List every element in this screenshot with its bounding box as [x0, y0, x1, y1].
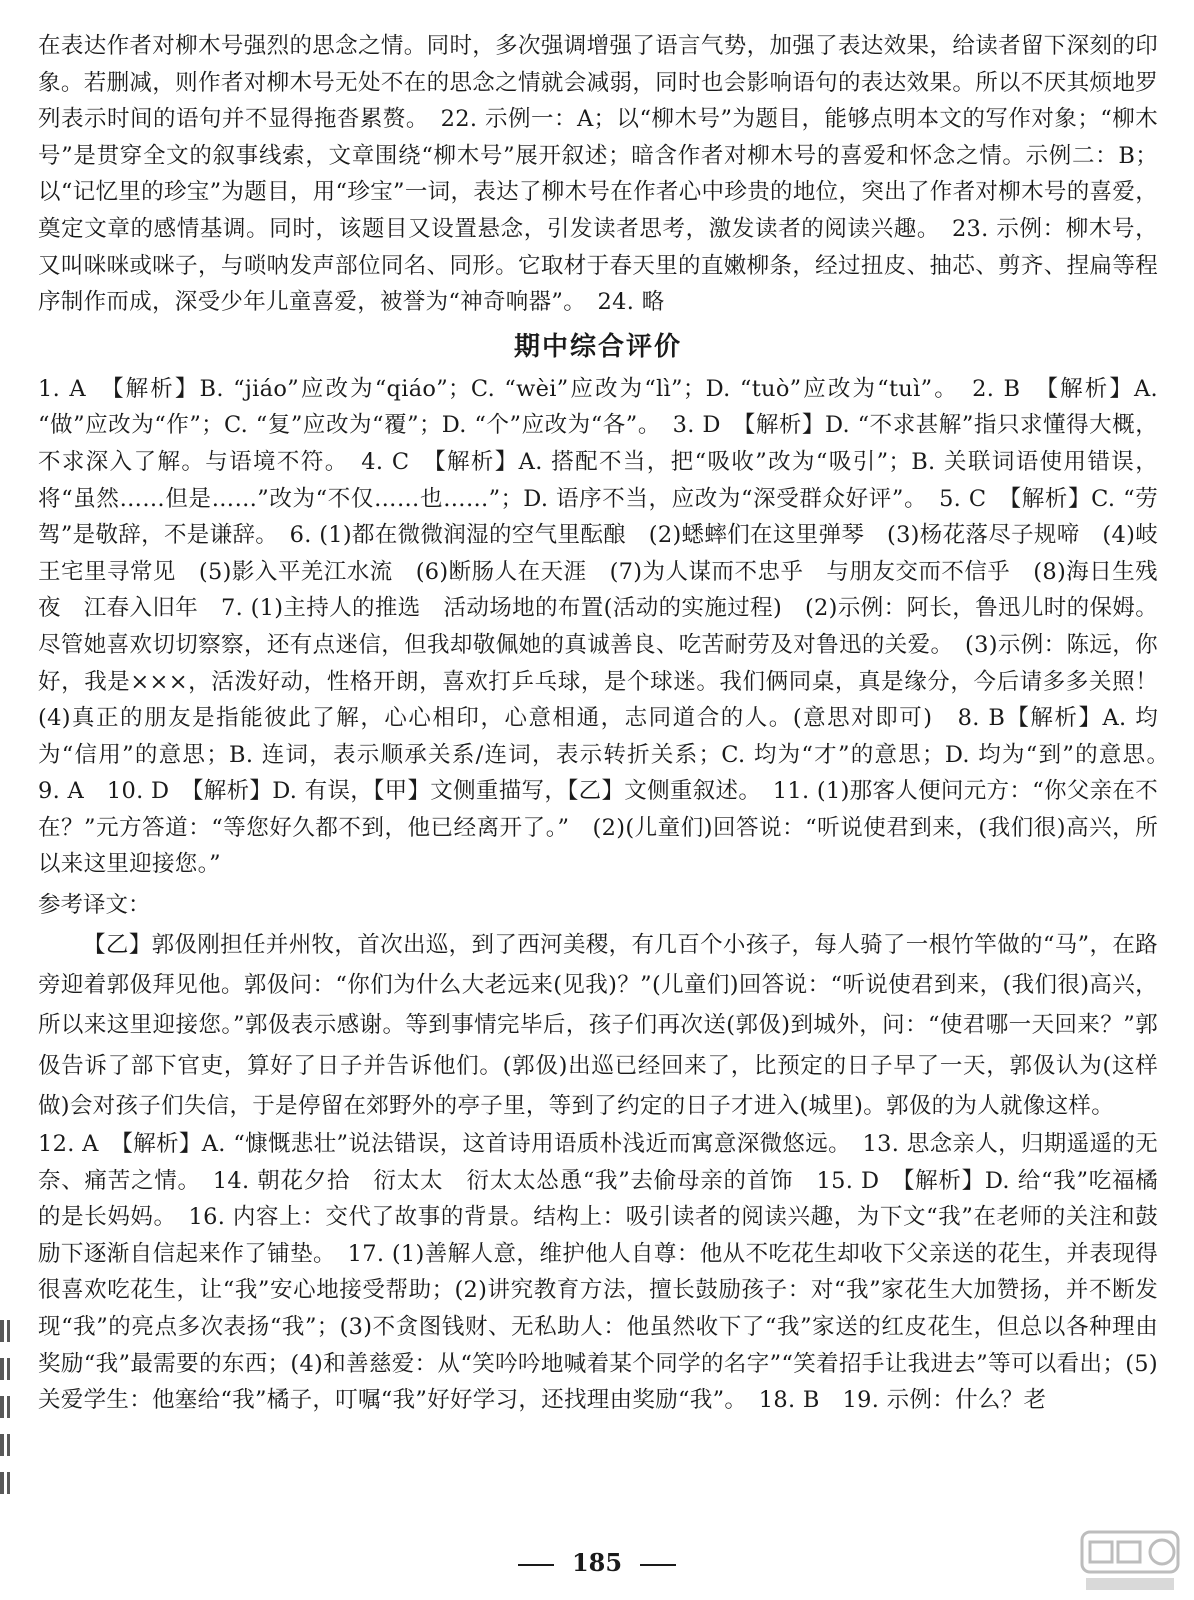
watermark-logo [1080, 1530, 1180, 1594]
page-number-value: 185 [571, 1548, 623, 1577]
answer-page [38, 28, 1181, 1419]
binding-edge-marks [0, 1320, 16, 1510]
answer-paragraph-mid: 1. A 【解析】B. “jiáo”应改为“qiáo”；C. “wèi”应改为“lì”；D. “tuò”应改为“tuì”。 2. B 【解析】A. “做”应改为“作”；C. “复”应改为“覆”；D. “个”应改为“各”。 3. D 【解析】D. “不求甚解”指只求懂得大概，不求深入了解。与语境不符。 4. C 【解析】A. 搭配不当，把“吸收”改为“吸引”；B. 关联词语使用错误，将“虽然……但是……”改为“不仅……也……”；D. 语序不当，应改为“深受群众好评”。 5. C 【解析】C. “劳驾”是敬辞，不是谦辞。 6. (1)都在微微润湿的空气里酝酿 (2)蟋蟀们在这里弹琴 (3)杨花落尽子规啼 (4)岐王宅里寻常见 (5)影入平羌江水流 (6)断肠人在天涯 (7)为人谋而不忠乎 与朋友交而不信乎 (8)海日生残夜 江春入旧年 7. (1)主持人的推选 活动场地的布置(活动的实施过程) (2)示例：阿长，鲁迅儿时的保姆。尽管她喜欢切切察察，还有点迷信，但我却敬佩她的真诚善良、吃苦耐劳及对鲁迅的关爱。 (3)示例：陈远，你好，我是×××，活泼好动，性格开朗，喜欢打乒乓球，是个球迷。我们俩同桌，真是缘分，今后请多多关照！ (4)真正的朋友是指能彼此了解，心心相印，心意相通，志同道合的人。(意思对即可) 8. B【解析】A. 均为“信用”的意思；B. 连词，表示顺承关系/连词，表示转折关系；C. 均为“才”的意思；D. 均为“到”的意思。 9. A 10. D 【解析】D. 有误，【甲】文侧重描写，【乙】文侧重叙述。 11. (1)那客人便问元方：“你父亲在不在？”元方答道：“等您好久都不到，他已经离开了。” (2)(儿童们)回答说：“听说使君到来，(我们很)高兴，所以来这里迎接您。” [38, 375, 1181, 878]
answer-paragraph-bottom: 12. A 【解析】A. “慷慨悲壮”说法错误，这首诗用语质朴浅近而寓意深微悠远。 13. 思念亲人，归期遥遥的无奈、痛苦之情。 14. 朝花夕拾 衍太太 衍太太怂恿“我”去偷母亲的首饰 15. D 【解析】D. 给“我”吃福橘的是长妈妈。 16. 内容上：交代了故事的背景。结构上：吸引读者的阅读兴趣，为下文“我”在老师的关注和鼓励下逐渐自信起来作了铺垫。 17. (1)善解人意，维护他人自尊：他从不吃花生却收下父亲送的花生，并表现得很喜欢吃花生，让“我”安心地接受帮助；(2)讲究教育方法，擅长鼓励孩子：对“我”家花生大加赞扬，并不断发现“我”的亮点多次表扬“我”；(3)不贪图钱财、无私助人：他虽然收下了“我”家送的红皮花生，但总以各种理由奖励“我”最需要的东西；(4)和善慈爱：从“笑吟吟地喊着某个同学的名字”“笑着招手让我进去”等可以看出；(5)关爱学生：他塞给“我”橘子，叮嘱“我”好好学习，还找理由奖励“我”。 18. B 19. 示例：什么？老 [38, 1131, 1158, 1414]
page-number [0, 1548, 1194, 1578]
page-number-dash-right [640, 1564, 676, 1566]
reference-translation-label: 参考译文： [38, 892, 151, 919]
reference-translation-text: 【乙】郭伋刚担任并州牧，首次出巡，到了西河美稷，有几百个小孩子，每人骑了一根竹竿做的“马”，在路旁迎着郭伋拜见他。郭伋问：“你们为什么大老远来(见我)？”(儿童们)回答说：“听说使君到来，(我们很)高兴，所以来这里迎接您。”郭伋表示感谢。等到事情完毕后，孩子们再次送(郭伋)到城外，问：“使君哪一天回来？”郭伋告诉了部下官吏，算好了日子并告诉他们。(郭伋)出巡已经回来了，比预定的日子早了一天，郭伋认为(这样做)会对孩子们失信，于是停留在郊野外的亭子里，等到了约定的日子才进入(城里)。郭伋的为人就像这样。 [38, 932, 1158, 1119]
answer-paragraph-top: 在表达作者对柳木号强烈的思念之情。同时，多次强调增强了语言气势，加强了表达效果，给读者留下深刻的印象。若删减，则作者对柳木号无处不在的思念之情就会减弱，同时也会影响语句的表达效果。所以不厌其烦地罗列表示时间的语句并不显得拖沓累赘。 22. 示例一：A；以“柳木号”为题目，能够点明本文的写作对象；“柳木号”是贯穿全文的叙事线索，文章围绕“柳木号”展开叙述；暗含作者对柳木号的喜爱和怀念之情。示例二：B；以“记忆里的珍宝”为题目，用“珍宝”一词，表达了柳木号在作者心中珍贵的地位，突出了作者对柳木号的喜爱，奠定文章的感情基调。同时，该题目又设置悬念，引发读者思考，激发读者的阅读兴趣。 23. 示例：柳木号，又叫咪咪或咪子，与唢呐发声部位同名、同形。它取材于春天里的直嫩柳条，经过扭皮、抽芯、剪齐、捏扁等程序制作而成，深受少年儿童喜爱，被誉为“神奇响器”。 24. 略 [38, 33, 1158, 316]
section-title: 期中综合评价 [513, 331, 682, 362]
page-number-dash-left [518, 1564, 554, 1566]
